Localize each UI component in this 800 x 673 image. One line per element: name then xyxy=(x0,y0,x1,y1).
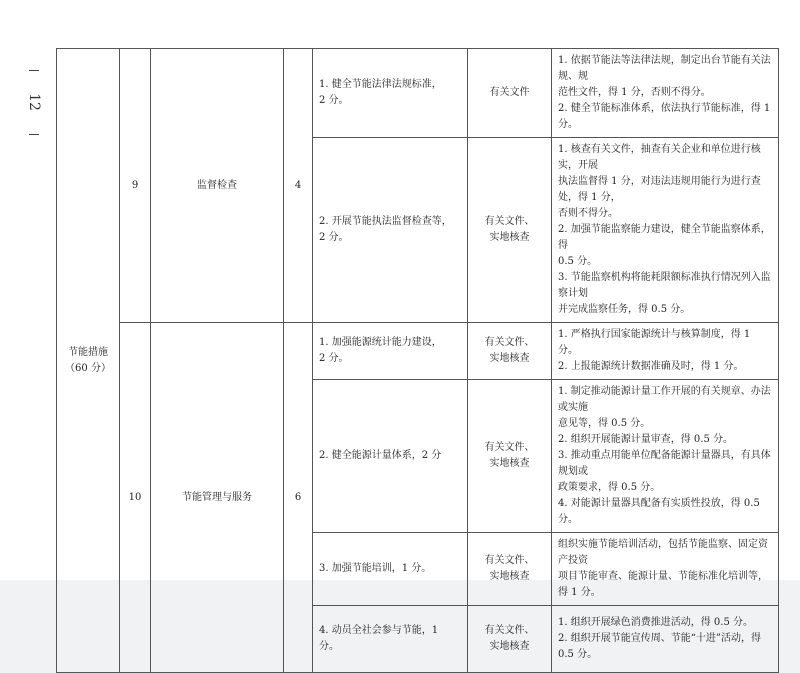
item-content xyxy=(313,49,468,138)
criteria-line: 1. 核查有关文件，抽查有关企业和单位进行核实，开展 xyxy=(558,144,761,171)
category-points: （60 分） xyxy=(65,362,111,374)
criteria-line: 1. 依据节能法等法律法规，制定出台节能有关法规、规 xyxy=(558,55,771,82)
item-evidence xyxy=(468,380,552,533)
item-content xyxy=(313,533,468,606)
item-content-line: 4. 动员全社会参与节能，1 分。 xyxy=(319,625,439,652)
page-number-dash-bottom xyxy=(29,134,39,135)
criteria-line: 2. 上报能源统计数据准确及时，得 1 分。 xyxy=(558,361,744,372)
item-content-line: 2 分。 xyxy=(319,95,349,106)
item-criteria xyxy=(552,323,779,380)
criteria-line: 4. 对能源计量器具配备有实质性投放，得 0.5 分。 xyxy=(558,498,760,525)
page-number-text: 12 xyxy=(26,93,42,111)
row-topic: 节能管理与服务 xyxy=(151,323,284,673)
table-row xyxy=(57,49,779,138)
criteria-line: 2. 组织开展能源计量审查，得 0.5 分。 xyxy=(558,434,733,445)
category-cell xyxy=(57,49,120,673)
item-content-line: 2 分。 xyxy=(319,232,349,243)
evidence-line: 有关文件、 xyxy=(484,216,535,227)
item-content-line: 1. 健全节能法律法规标准， xyxy=(319,79,442,90)
table-row xyxy=(57,323,779,380)
row-topic: 监督检查 xyxy=(151,49,284,323)
criteria-line: 1. 制定推动能源计量工作开展的有关规章、办法或实施 xyxy=(558,386,771,413)
evidence-line: 实地核查 xyxy=(489,641,530,652)
criteria-line: 执法监督得 1 分，对违法违规用能行为进行查处，得 1 分， xyxy=(558,176,761,203)
criteria-line: 否则不得分。 xyxy=(558,208,618,219)
item-content xyxy=(313,138,468,323)
item-evidence xyxy=(468,533,552,606)
criteria-line: 2. 组织开展节能宣传周、节能“十进”活动，得 0.5 分。 xyxy=(558,633,761,660)
item-content xyxy=(313,380,468,533)
item-content-line: 2. 健全能源计量体系，2 分 xyxy=(319,450,442,461)
row-score: 6 xyxy=(284,323,313,673)
criteria-line: 意见等，得 0.5 分。 xyxy=(558,418,651,429)
item-content-line: 2 分。 xyxy=(319,353,349,364)
item-evidence xyxy=(468,138,552,323)
criteria-line: 组织实施节能培训活动，包括节能监察、固定资产投资 xyxy=(558,539,768,566)
criteria-line: 3. 节能监察机构将能耗限额标准执行情况列入监察计划 xyxy=(558,272,771,299)
item-criteria xyxy=(552,380,779,533)
criteria-line: 1. 组织开展绿色消费推进活动，得 0.5 分。 xyxy=(558,617,753,628)
item-criteria xyxy=(552,533,779,606)
evidence-line: 实地核查 xyxy=(489,232,530,243)
criteria-line: 政策要求，得 0.5 分。 xyxy=(558,482,661,493)
criteria-line: 项目节能审查、能源计量、节能标准化培训等，得 1 分。 xyxy=(558,571,768,598)
page-number-dash-top xyxy=(29,70,39,71)
assessment-table xyxy=(56,48,779,673)
evidence-line: 有关文件、 xyxy=(484,555,535,566)
item-criteria xyxy=(552,138,779,323)
item-content-line: 3. 加强节能培训，1 分。 xyxy=(319,563,432,574)
item-content xyxy=(313,606,468,673)
evidence-line: 有关文件、 xyxy=(484,442,535,453)
item-evidence xyxy=(468,49,552,138)
page-number xyxy=(22,62,46,142)
evidence-line: 实地核查 xyxy=(489,571,530,582)
evidence-line: 有关文件 xyxy=(489,87,530,98)
item-evidence xyxy=(468,606,552,673)
criteria-line: 2. 加强节能监察能力建设，健全节能监察体系，得 xyxy=(558,224,771,251)
criteria-line: 并完成监察任务，得 0.5 分。 xyxy=(558,304,691,315)
row-index: 9 xyxy=(120,49,151,323)
criteria-line: 1. 严格执行国家能源统计与核算制度，得 1 分。 xyxy=(558,329,751,356)
item-criteria xyxy=(552,49,779,138)
evidence-line: 有关文件、 xyxy=(484,625,535,636)
criteria-line: 2. 健全节能标准体系，依法执行节能标准，得 1 分。 xyxy=(558,103,771,130)
item-content-line: 1. 加强能源统计能力建设， xyxy=(319,337,442,348)
row-index: 10 xyxy=(120,323,151,673)
category-name: 节能措施 xyxy=(68,346,108,358)
item-content-line: 2. 开展节能执法监督检查等， xyxy=(319,216,452,227)
criteria-line: 0.5 分。 xyxy=(558,256,598,267)
evidence-line: 实地核查 xyxy=(489,458,530,469)
row-score: 4 xyxy=(284,49,313,323)
item-criteria xyxy=(552,606,779,673)
evidence-line: 有关文件、 xyxy=(484,337,535,348)
item-evidence xyxy=(468,323,552,380)
criteria-line: 3. 推动重点用能单位配备能源计量器具，有具体规划或 xyxy=(558,450,771,477)
evidence-line: 实地核查 xyxy=(489,353,530,364)
criteria-line: 范性文件，得 1 分，否则不得分。 xyxy=(558,87,711,98)
item-content xyxy=(313,323,468,380)
